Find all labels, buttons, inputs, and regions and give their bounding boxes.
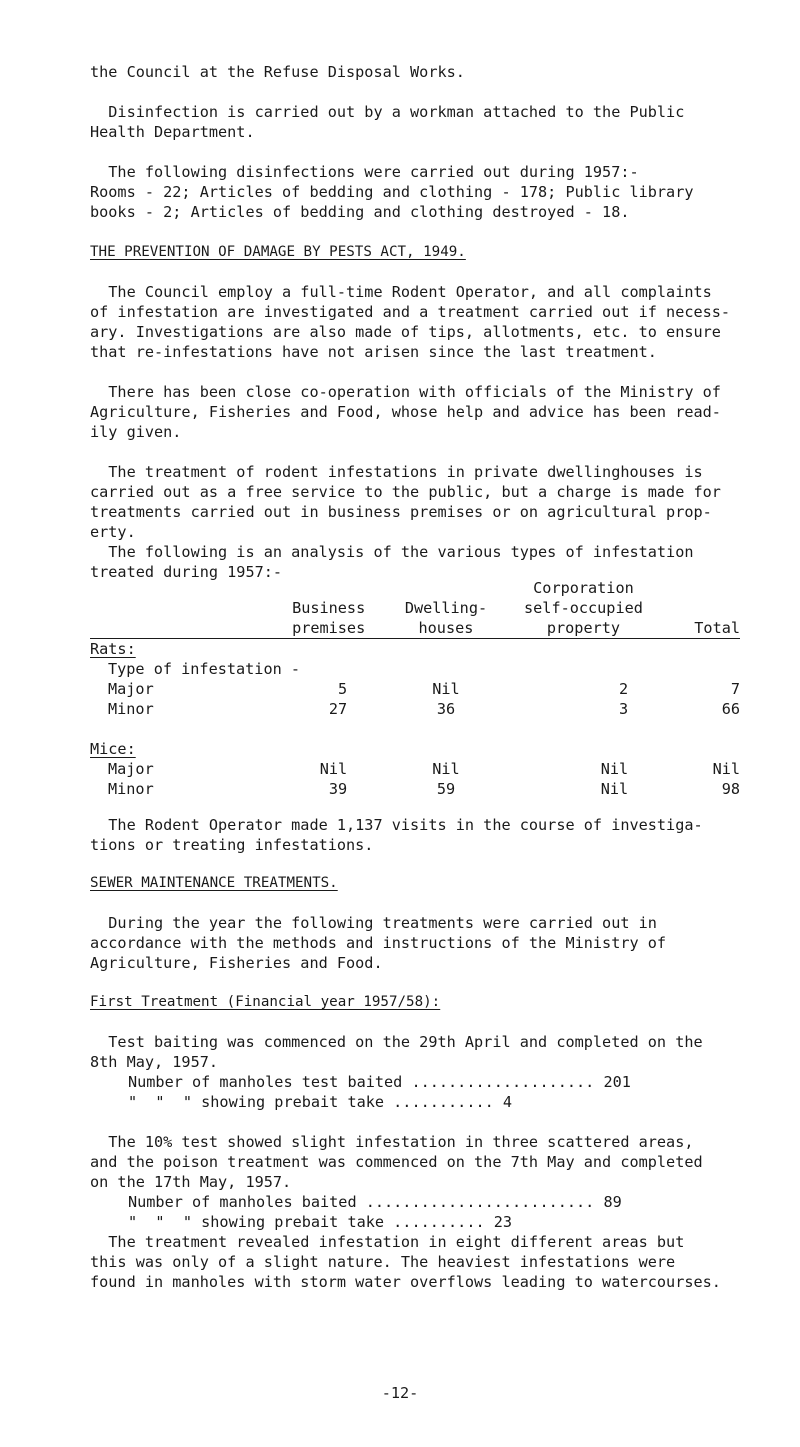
text-line: treatments carried out in business premises or on agricultural prop- <box>90 503 712 521</box>
header-total: Total <box>662 578 740 639</box>
mice-label: Mice: <box>90 740 136 758</box>
header-dwelling-houses: Dwelling- houses <box>387 578 505 639</box>
cell-total: 7 <box>730 680 740 698</box>
text-line: of infestation are investigated and a treatment carried out if necess- <box>90 303 731 321</box>
text-line: tions or treating infestations. <box>90 836 374 854</box>
text-line: accordance with the methods and instructions of the Ministry of <box>90 934 667 952</box>
cell-business: 27 <box>328 700 348 718</box>
test-prebait-line: " " " showing prebait take ........... 4 <box>128 1093 513 1111</box>
text-line: erty. <box>90 523 136 541</box>
cell-total: Nil <box>712 760 740 778</box>
cell-dwelling: Nil <box>432 760 460 778</box>
cell-dwelling: 59 <box>436 780 456 798</box>
text-line: treated during 1957:- <box>90 563 283 581</box>
cell-corporation: Nil <box>600 760 629 778</box>
baited-line: Number of manholes baited ......................... 89 <box>128 1193 622 1211</box>
cell-total: 98 <box>721 780 740 798</box>
intro-line: the Council at the Refuse Disposal Works. <box>90 63 465 81</box>
sewer-maintenance-heading: SEWER MAINTENANCE TREATMENTS. <box>90 875 338 891</box>
baited-prebait-line: " " " showing prebait take .......... 23 <box>128 1213 513 1231</box>
rodent-operator-paragraph <box>90 282 780 362</box>
text-line: The treatment revealed infestation in eight different areas but <box>90 1233 685 1251</box>
text-line: The Council employ a full-time Rodent Operator, and all complaints <box>90 283 712 301</box>
cell-corporation: 3 <box>619 700 629 718</box>
text-line: ily given. <box>90 423 182 441</box>
text-line: Agriculture, Fisheries and Food, whose help and advice has been read- <box>90 403 721 421</box>
page-number: -12- <box>381 1384 419 1402</box>
rats-label-row <box>90 639 740 660</box>
text-line: on the 17th May, 1957. <box>90 1173 292 1191</box>
infestation-table <box>90 578 740 799</box>
text-line: Test baiting was commenced on the 29th April and completed on the <box>90 1033 703 1051</box>
text-line: The following is an analysis of the various types of infestation <box>90 543 694 561</box>
cell-corporation: Nil <box>600 780 629 798</box>
cell-corporation: 2 <box>619 680 629 698</box>
disinfections-list-paragraph <box>90 162 780 222</box>
rats-label: Rats: <box>90 640 136 658</box>
text-line: this was only of a slight nature. The heaviest infestations were <box>90 1253 676 1271</box>
spacer-row <box>90 719 740 739</box>
revealed-paragraph <box>90 1232 780 1292</box>
test-baiting-paragraph <box>90 1032 780 1072</box>
cell-dwelling: 36 <box>436 700 456 718</box>
text-line: Disinfection is carried out by a workman attached to the Public <box>90 103 685 121</box>
text-line: The following disinfections were carried out during 1957:- <box>90 163 639 181</box>
row-label: Major <box>108 760 154 778</box>
header-business-premises: Business premises <box>270 578 387 639</box>
visits-paragraph <box>90 815 780 855</box>
text-line: There has been close co-operation with officials of the Ministry of <box>90 383 721 401</box>
treatment-paragraph <box>90 462 780 542</box>
cell-business: 5 <box>338 680 348 698</box>
row-label: Minor <box>108 780 154 798</box>
text-line: Rooms - 22; Articles of bedding and clothing - 178; Public library <box>90 183 694 201</box>
table-header-row <box>90 578 740 639</box>
text-line: ary. Investigations are also made of tips, allotments, etc. to ensure <box>90 323 721 341</box>
text-line: The 10% test showed slight infestation in three scattered areas, <box>90 1133 694 1151</box>
text-line: and the poison treatment was commenced on the 7th May and completed <box>90 1153 703 1171</box>
type-label-row <box>90 659 740 679</box>
text-line: that re-infestations have not arisen since the last treatment. <box>90 343 657 361</box>
table-row <box>90 759 740 779</box>
text-line: The Rodent Operator made 1,137 visits in the course of investiga- <box>90 816 703 834</box>
cell-dwelling: Nil <box>432 680 460 698</box>
row-label: Minor <box>108 700 154 718</box>
pests-act-heading: THE PREVENTION OF DAMAGE BY PESTS ACT, 1949. <box>90 244 466 260</box>
table-row <box>90 699 740 719</box>
text-line: 8th May, 1957. <box>90 1053 219 1071</box>
disinfection-paragraph <box>90 102 780 142</box>
text-line: carried out as a free service to the public, but a charge is made for <box>90 483 721 501</box>
text-line: Agriculture, Fisheries and Food. <box>90 954 383 972</box>
table-row <box>90 779 740 799</box>
row-label: Major <box>108 680 154 698</box>
first-treatment-heading: First Treatment (Financial year 1957/58): <box>90 994 441 1010</box>
ministry-paragraph <box>90 382 780 442</box>
cell-business: Nil <box>319 760 348 778</box>
ten-percent-paragraph <box>90 1132 780 1192</box>
cell-total: 66 <box>721 700 740 718</box>
text-line: During the year the following treatments were carried out in <box>90 914 657 932</box>
sewer-paragraph <box>90 913 780 973</box>
cell-business: 39 <box>328 780 348 798</box>
mice-label-row <box>90 739 740 759</box>
table-row <box>90 679 740 699</box>
text-line: Health Department. <box>90 123 255 141</box>
text-line: books - 2; Articles of bedding and clothing destroyed - 18. <box>90 203 630 221</box>
header-corporation-property: Corporation self-occupied property <box>505 578 662 639</box>
type-of-infestation-label: Type of infestation - <box>108 660 301 678</box>
text-line: found in manholes with storm water overflows leading to watercourses. <box>90 1273 721 1291</box>
text-line: The treatment of rodent infestations in private dwellinghouses is <box>90 463 703 481</box>
test-baited-line: Number of manholes test baited .................... 201 <box>128 1073 631 1091</box>
analysis-intro <box>90 542 780 582</box>
header-blank <box>90 578 270 639</box>
